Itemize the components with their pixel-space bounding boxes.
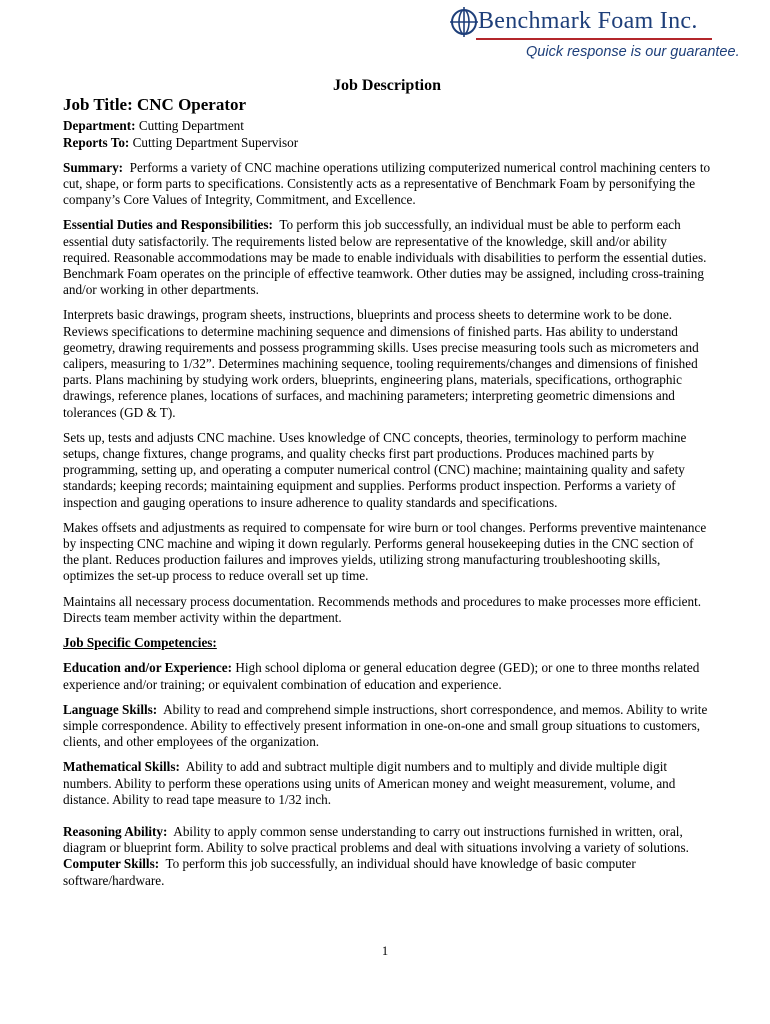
computer-paragraph [63,856,711,888]
company-name: Benchmark Foam Inc. [478,8,698,34]
duties-documentation-paragraph: Maintains all necessary process documentation. Recommends methods and procedures to make processes more efficient. Directs team member activity within the department. [63,593,702,625]
language-label: Language Skills: [63,701,158,717]
competencies-heading: Job Specific Competencies: [63,635,217,651]
reports-to-value: Cutting Department Supervisor [132,134,299,150]
department-value: Cutting Department [138,118,244,134]
duties-setup-paragraph: Sets up, tests and adjusts CNC machine. Uses knowledge of CNC concepts, theories, terminology to perform machine setups, change fixtures, change programs, and quality checks first part productions. Produces machined parts by programming, setting up, and operating a computer numerical control (CNC) machine; maintaining quality and safety standards; keeping records; maintaining equipment and supplies. Performs product inspection. Performs a variety of inspection and gauging operations to insure adherence to quality standards and specifications. [63,429,687,510]
reasoning-label: Reasoning Ability: [63,823,168,839]
computer-label: Computer Skills: [63,856,160,872]
education-paragraph [63,660,711,692]
logo-divider [476,38,712,40]
computer-text: To perform this job successfully, an individual should have knowledge of basic computer software/hardware. [63,856,636,888]
education-text: High school diploma or general education degree (GED); or one to three months related experience and/or training; or equivalent combination of education and experience. [63,660,700,692]
company-tagline: Quick response is our guarantee. [526,44,740,60]
reasoning-text: Ability to apply common sense understanding to carry out instructions furnished in written, oral, diagram or blueprint form. Ability to solve practical problems and deal with situations involving a variety of solutions. [63,823,689,856]
company-logo [448,6,740,64]
summary-paragraph [63,160,711,209]
duties-paragraph [63,217,711,298]
document-heading: Job Description [333,77,441,94]
education-label: Education and/or Experience: [63,660,233,676]
language-text: Ability to read and comprehend simple instructions, short correspondence, and memos. Ability to write simple correspondence. Ability to effectively present information in one-on-one and small group situations to customers, clients, and other employees of the organization. [63,701,708,750]
reasoning-paragraph [63,824,711,856]
duties-text: To perform this job successfully, an individual must be able to perform each essential duty satisfactorily. The requirements listed below are representative of the knowledge, skill and/or ability required. Reasonable accommodations may be made to enable individuals with disabilities to perform the essential duties. Benchmark Foam operates on the principle of effective teamwork. Other duties may be assigned, including cross-training and/or working in other departments. [63,217,707,298]
summary-text: Performs a variety of CNC machine operations utilizing computerized numerical control machining centers to cut, shape, or form parts to specifications. Consistently acts as a representative of Benchmark Foam by personifying the company’s Core Values of Integrity, Commitment, and Excellence. [63,159,711,208]
math-text: Ability to add and subtract multiple digit numbers and to multiply and divide multiple digit numbers. Ability to perform these operations using units of American money and weight measurement, volume, and distance. Ability to read tape measure to 1/32 inch. [63,759,676,807]
globe-icon [448,6,482,40]
language-paragraph [63,702,711,751]
reports-to-line [63,135,711,151]
math-paragraph [63,759,711,808]
job-title: Job Title: CNC Operator [63,95,247,115]
duties-maintenance-paragraph: Makes offsets and adjustments as required to compensate for wire burn or tool changes. Performs preventive maintenance by inspecting CNC machine and wiping it down regularly. Performs general housekeeping duties in the CNC section of the plant. Reduces production failures and improves yields, utilizing strong manufacturing troubleshooting skills, optimizes the set-up process to reduce overall set up time. [63,519,707,584]
department-line [63,118,711,134]
page-number: 1 [381,944,389,958]
document-body [63,78,711,889]
department-label: Department: [63,118,136,134]
reports-to-label: Reports To: [63,134,130,150]
duties-drawings-paragraph: Interprets basic drawings, program sheets, instructions, blueprints and process sheets to determine work to be done. Reviews specifications to determine machining sequence and dimensions of finished parts. Has ability to understand geometry, drawing requirements and possess programming skills. Uses precise measuring tools such as micrometers and calipers, measuring to 1/32”. Determines machining sequence, tooling requirements/changes and dimensions of finished parts. Plans machining by studying work orders, blueprints, engineering plans, materials, specifications, orthographic drawings, reference planes, locations of surfaces, and machining parameters; interpreting geometric dimensions and tolerances (GD & T). [63,307,699,420]
duties-label: Essential Duties and Responsibilities: [63,217,273,233]
summary-label: Summary: [63,159,124,175]
math-label: Mathematical Skills: [63,759,180,775]
